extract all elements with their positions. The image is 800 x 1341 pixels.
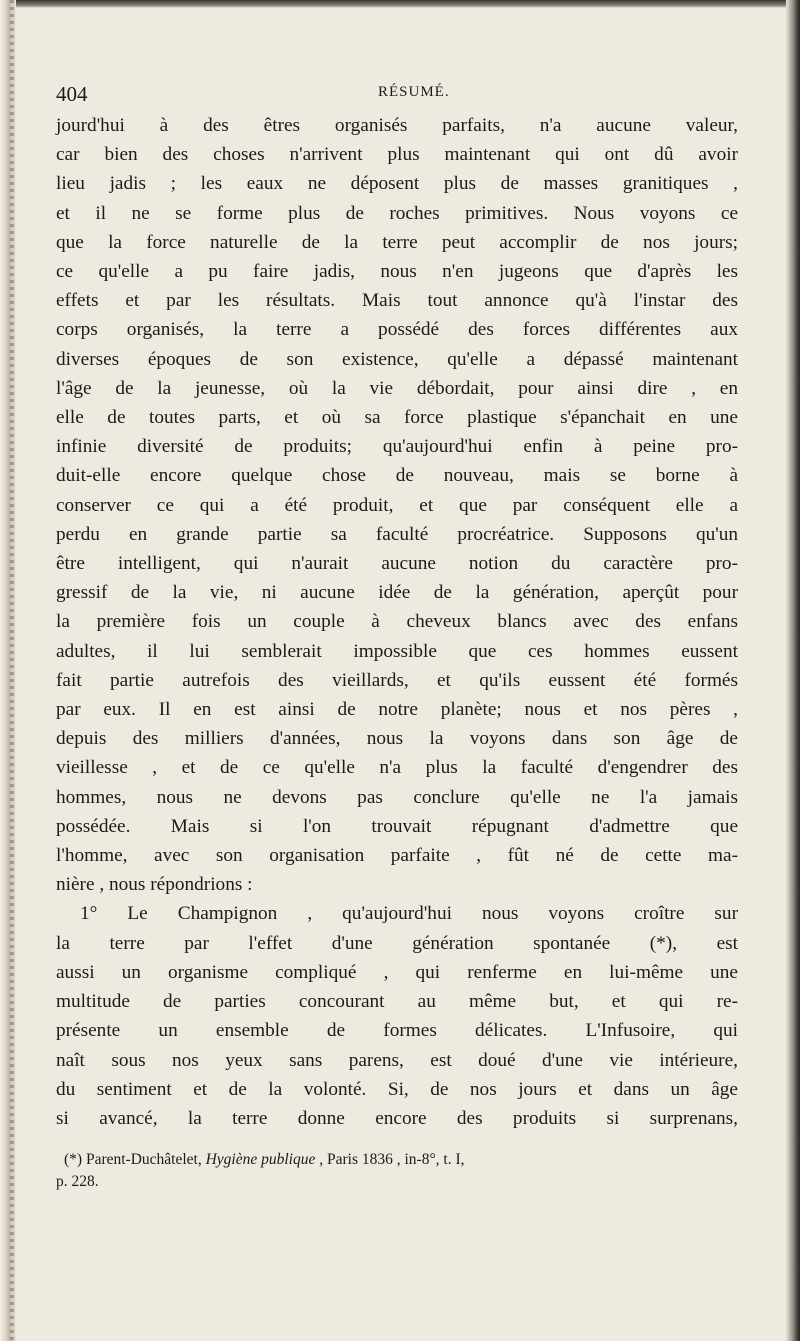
text-line: adultes, il lui semblerait impossible que ces hommes eussent <box>56 640 738 662</box>
book-page <box>56 78 738 1193</box>
text-line: diverses époques de son existence, qu'elle a dépassé maintenant <box>56 348 738 370</box>
text-line: naît sous nos yeux sans parens, est doué d'une vie intérieure, <box>56 1049 738 1071</box>
page-number: 404 <box>56 82 88 106</box>
text-line: gressif de la vie, ni aucune idée de la génération, aperçût pour <box>56 582 738 604</box>
text-line: jourd'hui à des êtres organisés parfaits, n'a aucune valeur, <box>56 115 738 136</box>
text-line: la terre par l'effet d'une génération spontanée (*), est <box>56 932 738 954</box>
footnote-marker: (*) <box>64 1151 83 1169</box>
scan-left-edge <box>0 0 16 1341</box>
text-line: que la force naturelle de la terre peut accomplir de nos jours; <box>56 231 738 253</box>
text-line: ce qu'elle a pu faire jadis, nous n'en jugeons que d'après les <box>56 261 738 283</box>
text-line: effets et par les résultats. Mais tout annonce qu'à l'instar des <box>56 290 738 312</box>
footnote-line-1 <box>56 1149 738 1171</box>
text-line: si avancé, la terre donne encore des produits si surprenans, <box>56 1107 738 1129</box>
text-line: l'homme, avec son organisation parfaite , fût né de cette ma- <box>56 845 738 867</box>
text-line: lieu jadis ; les eaux ne déposent plus de masses granitiques , <box>56 173 738 195</box>
text-line: conserver ce qui a été produit, et que par conséquent elle a <box>56 494 738 516</box>
footnote <box>56 1149 738 1193</box>
footnote-rest: , Paris 1836 , in-8°, t. I, <box>319 1151 465 1169</box>
text-line: duit-elle encore quelque chose de nouveau, mais se borne à <box>56 465 738 487</box>
text-line: perdu en grande partie sa faculté procréatrice. Supposons qu'un <box>56 523 738 545</box>
body-text <box>56 111 738 1133</box>
text-line: nière , nous répondrions : <box>56 874 253 896</box>
running-head <box>56 78 738 108</box>
text-line: présente un ensemble de formes délicates. L'Infusoire, qui <box>56 1020 738 1042</box>
text-line: être intelligent, qui n'aurait aucune notion du caractère pro- <box>56 553 738 575</box>
text-line: hommes, nous ne devons pas conclure qu'elle ne l'a jamais <box>56 786 738 808</box>
text-line: fait partie autrefois des vieillards, et qu'ils eussent été formés <box>56 669 738 691</box>
text-line: depuis des milliers d'années, nous la voyons dans son âge de <box>56 728 738 750</box>
text-line: multitude de parties concourant au même but, et qui re- <box>56 991 738 1013</box>
text-line: corps organisés, la terre a possédé des forces différentes aux <box>56 319 738 341</box>
text-line: infinie diversité de produits; qu'aujourd'hui enfin à peine pro- <box>56 436 738 458</box>
text-line: vieillesse , et de ce qu'elle n'a plus la faculté d'engendrer des <box>56 757 738 779</box>
footnote-page: p. 228. <box>56 1173 99 1191</box>
scan-top-edge <box>0 0 800 8</box>
text-line: la première fois un couple à cheveux blancs avec des enfans <box>56 611 738 633</box>
text-line: elle de toutes parts, et où sa force plastique s'épanchait en une <box>56 407 738 429</box>
text-line: l'âge de la jeunesse, où la vie débordait, pour ainsi dire , en <box>56 377 738 399</box>
running-title: RÉSUMÉ. <box>378 84 450 100</box>
text-line: du sentiment et de la volonté. Si, de nos jours et dans un âge <box>56 1078 738 1100</box>
footnote-title: Hygiène publique <box>205 1151 316 1169</box>
text-line: car bien des choses n'arrivent plus maintenant qui ont dû avoir <box>56 144 738 166</box>
text-line: possédée. Mais si l'on trouvait répugnant d'admettre que <box>56 815 738 837</box>
text-line: aussi un organisme compliqué , qui renferme en lui-même une <box>56 961 738 983</box>
text-line: par eux. Il en est ainsi de notre planète; nous et nos pères , <box>56 699 738 721</box>
text-line: 1° Le Champignon , qu'aujourd'hui nous voyons croître sur <box>80 903 738 925</box>
scan-right-edge <box>786 0 800 1341</box>
text-line: et il ne se forme plus de roches primitives. Nous voyons ce <box>56 202 738 224</box>
footnote-author: Parent-Duchâtelet, <box>85 1151 202 1169</box>
